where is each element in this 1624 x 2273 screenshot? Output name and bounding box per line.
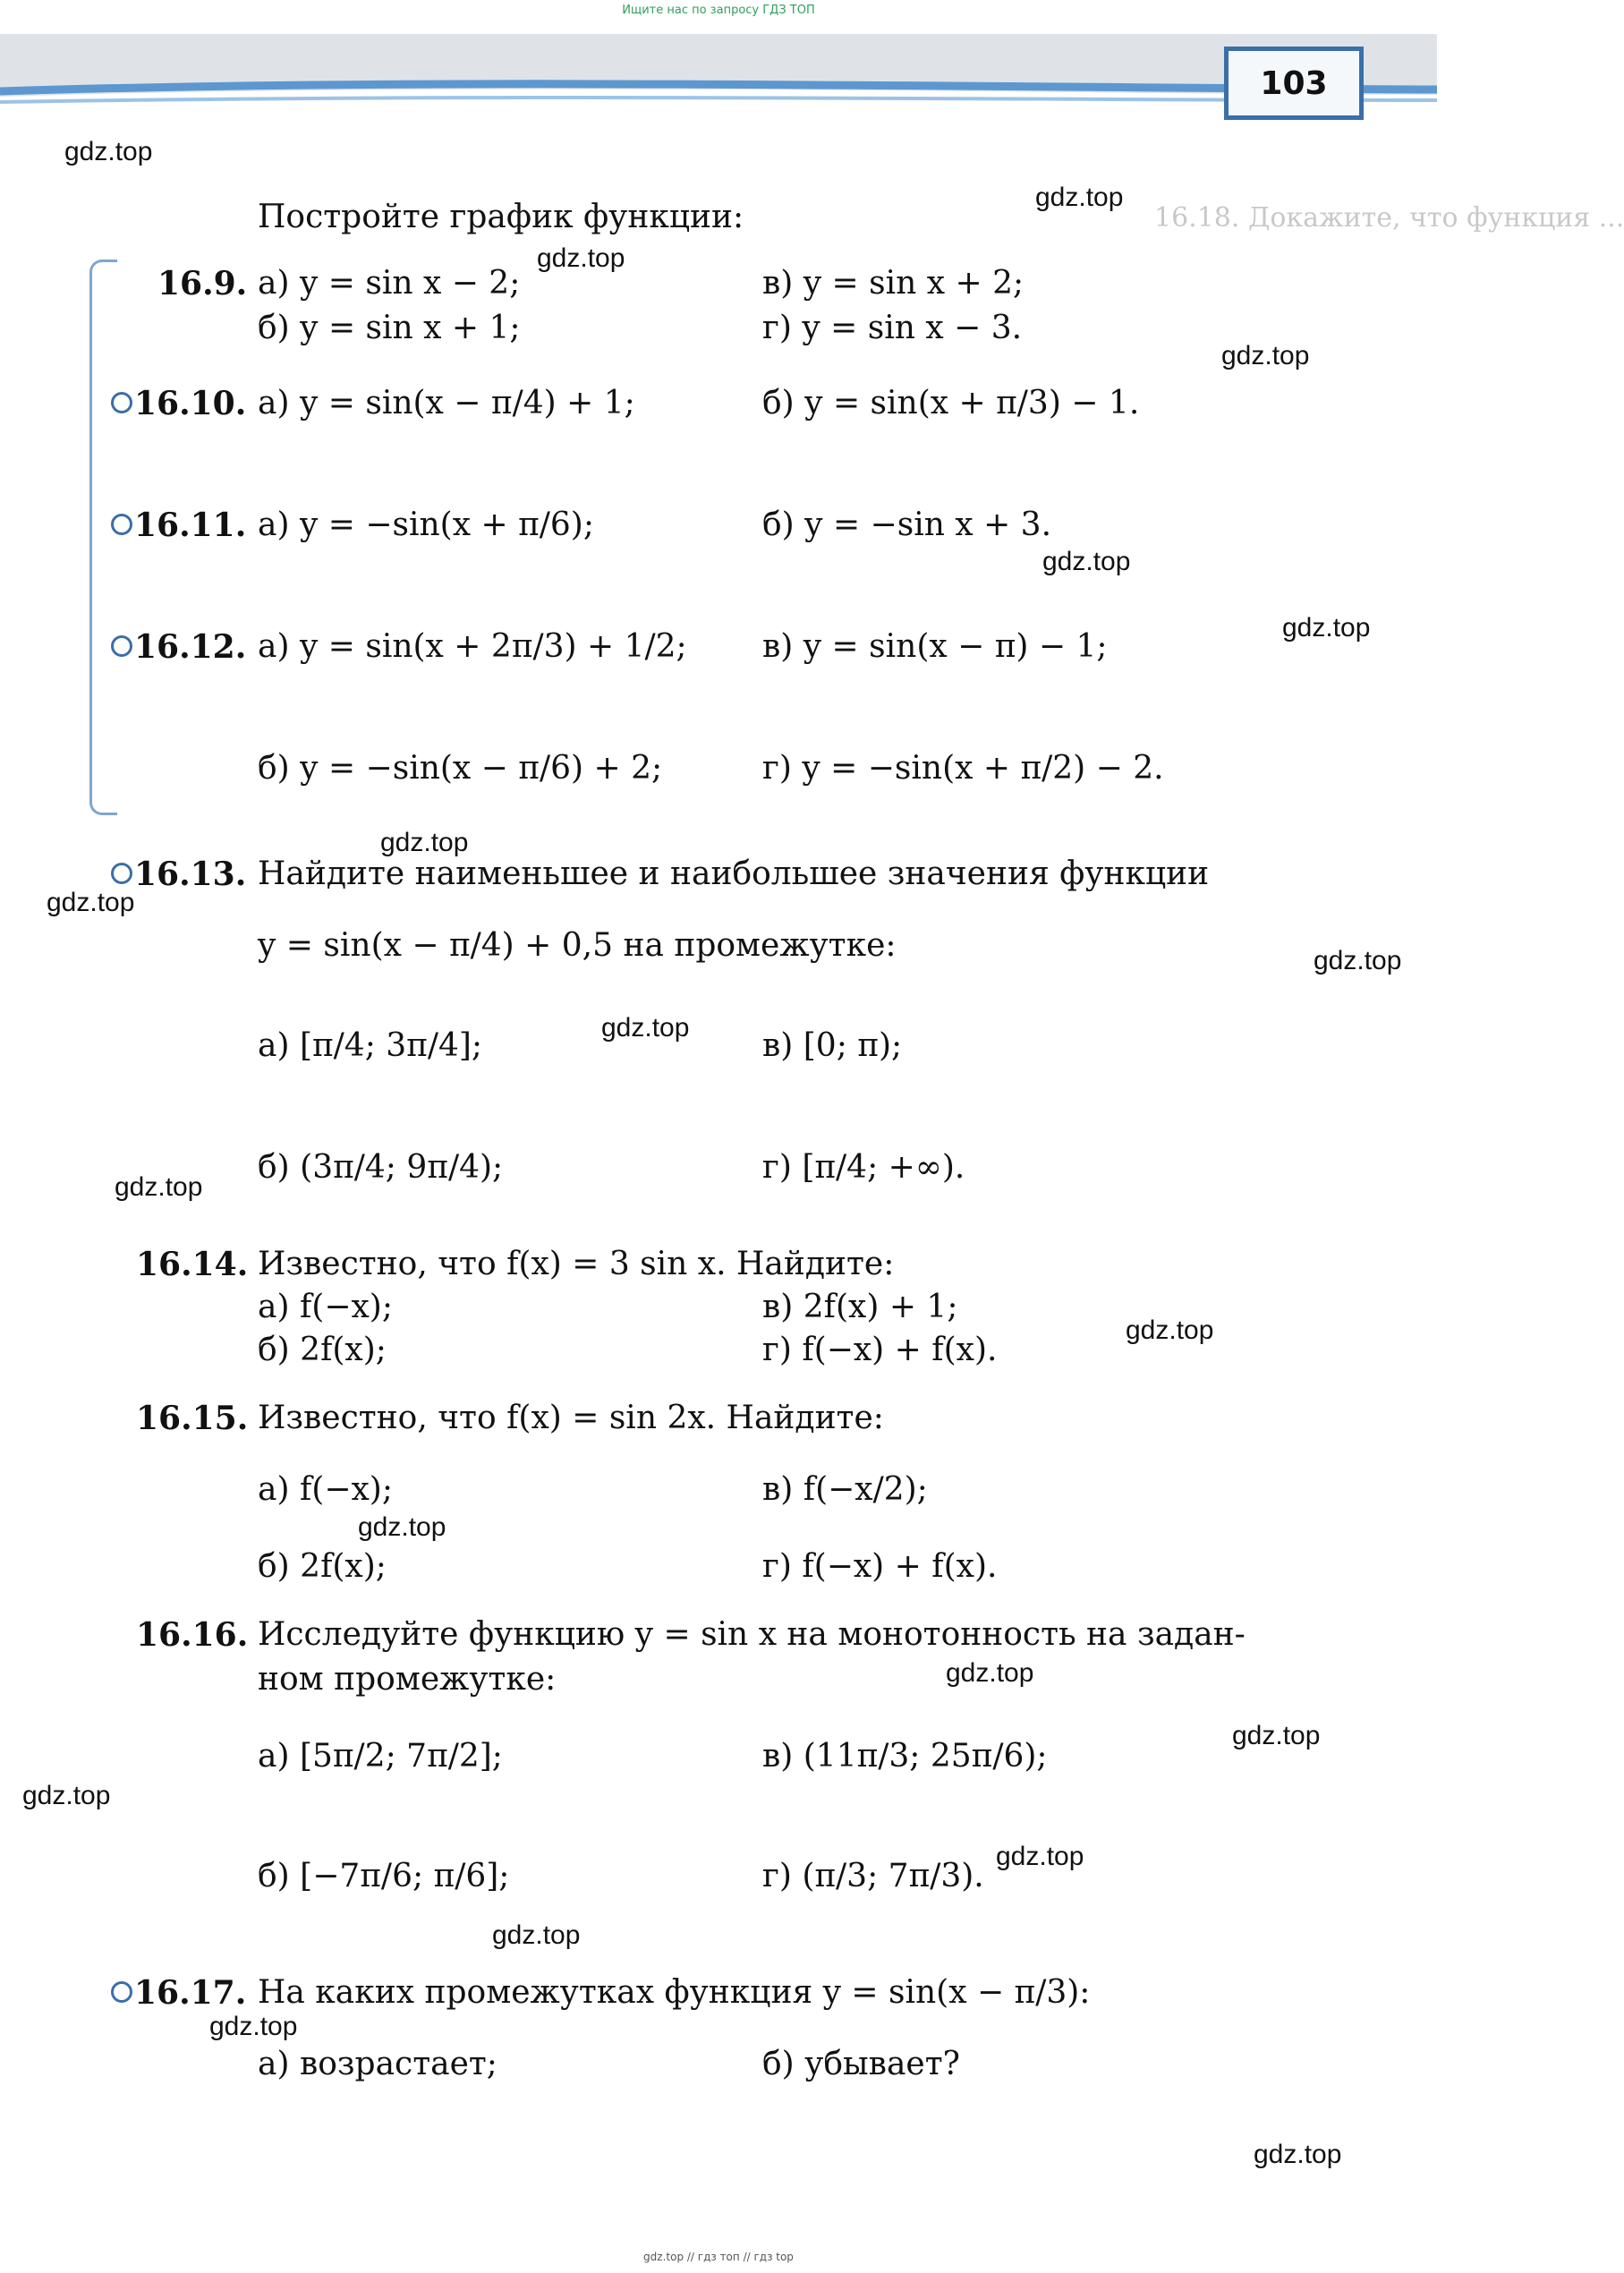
watermark-2: gdz.top xyxy=(1035,183,1124,212)
exercise-16-15-number: 16.15. xyxy=(136,1400,249,1437)
watermark-11: gdz.top xyxy=(115,1172,203,1202)
circle-marker-icon xyxy=(111,863,132,884)
watermark-12: gdz.top xyxy=(1126,1315,1214,1345)
bleed-line-1: 16.18. Докажите, что функция ... xyxy=(1154,202,1624,234)
watermark-20: gdz.top xyxy=(1254,2140,1342,2169)
exercise-16-13-number xyxy=(111,856,246,893)
intro-heading: Постройте график функции: xyxy=(258,199,744,235)
exercise-16-16-b: б) [−7π/6; π/6]; xyxy=(258,1858,510,1894)
exercise-16-13-func: y = sin(x − π/4) + 0,5 на промежутке: xyxy=(258,927,897,964)
watermark-15: gdz.top xyxy=(1232,1721,1321,1750)
exercise-16-14-b: б) 2f(x); xyxy=(258,1332,387,1368)
exercise-16-15-text: Известно, что f(x) = sin 2x. Найдите: xyxy=(258,1400,884,1436)
exercise-16-16-a: а) [5π/2; 7π/2]; xyxy=(258,1738,503,1775)
page-number: 103 xyxy=(1224,47,1364,120)
exercise-16-13-b: б) (3π/4; 9π/4); xyxy=(258,1149,504,1186)
exercise-16-13-text: Найдите наименьшее и наибольшее значения функции xyxy=(258,856,1210,892)
exercise-16-13-v: в) [0; π); xyxy=(762,1027,903,1064)
exercise-16-11-a: а) y = −sin(x + π/6); xyxy=(258,507,594,543)
exercise-16-13-a: а) [π/4; 3π/4]; xyxy=(258,1027,483,1064)
exercise-16-16-v: в) (11π/3; 25π/6); xyxy=(762,1738,1048,1775)
circle-marker-icon xyxy=(111,635,132,657)
exercise-16-10-num-text: 16.10. xyxy=(134,385,247,422)
exercise-16-11-number xyxy=(111,507,246,544)
exercise-16-10-b: б) y = sin(x + π/3) − 1. xyxy=(762,385,1140,421)
exercise-16-16-text-2: ном промежутке: xyxy=(258,1661,557,1698)
exercise-16-16-g: г) (π/3; 7π/3). xyxy=(762,1858,984,1894)
watermark-16: gdz.top xyxy=(22,1781,111,1810)
watermark-14: gdz.top xyxy=(946,1658,1034,1688)
exercise-16-9-number: 16.9. xyxy=(157,265,248,302)
exercise-16-9-v: в) y = sin x + 2; xyxy=(762,265,1025,302)
exercise-16-14-number: 16.14. xyxy=(136,1246,249,1283)
circle-marker-icon xyxy=(111,1981,132,2003)
exercise-16-9-b: б) y = sin x + 1; xyxy=(258,310,521,346)
exercise-16-17-number xyxy=(111,1974,246,2012)
watermark-9: gdz.top xyxy=(1314,946,1402,975)
watermark-6: gdz.top xyxy=(1282,613,1371,643)
exercise-16-12-a: а) y = sin(x + 2π/3) + 1/2; xyxy=(258,628,687,665)
header-band xyxy=(0,25,1437,123)
exercise-16-17-b: б) убывает? xyxy=(762,2046,960,2082)
exercise-16-15-g: г) f(−x) + f(x). xyxy=(762,1548,998,1585)
site-note-bottom: gdz.top // гдз топ // гдз top xyxy=(643,2251,794,2263)
exercise-16-9-g: г) y = sin x − 3. xyxy=(762,310,1023,346)
exercise-16-16-text-1: Исследуйте функцию y = sin x на монотонность на задан- xyxy=(258,1616,1246,1653)
watermark-10: gdz.top xyxy=(601,1013,690,1043)
watermark-5: gdz.top xyxy=(1042,547,1131,576)
exercise-16-10-number xyxy=(111,385,246,422)
watermark-17: gdz.top xyxy=(996,1842,1084,1871)
exercise-16-15-a: а) f(−x); xyxy=(258,1471,393,1508)
exercise-16-9-a: а) y = sin x − 2; xyxy=(258,265,521,302)
watermark-4: gdz.top xyxy=(1221,341,1310,370)
exercise-16-15-b: б) 2f(x); xyxy=(258,1548,387,1585)
exercise-16-17-text: На каких промежутках функция y = sin(x − π/3): xyxy=(258,1974,1091,2011)
exercise-16-12-b: б) y = −sin(x − π/6) + 2; xyxy=(258,750,663,787)
watermark-13: gdz.top xyxy=(358,1512,446,1542)
exercise-16-12-g: г) y = −sin(x + π/2) − 2. xyxy=(762,750,1164,787)
exercise-16-14-text: Известно, что f(x) = 3 sin x. Найдите: xyxy=(258,1246,895,1282)
watermark-8: gdz.top xyxy=(47,888,135,917)
watermark-18: gdz.top xyxy=(492,1920,581,1950)
exercise-16-11-num-text: 16.11. xyxy=(134,507,247,544)
exercise-16-12-number xyxy=(111,628,246,666)
watermark-1: gdz.top xyxy=(64,137,153,166)
exercise-16-17-num-text: 16.17. xyxy=(134,1974,247,2012)
watermark-19: gdz.top xyxy=(209,2012,298,2041)
watermark-7: gdz.top xyxy=(380,828,469,857)
exercise-16-13-g: г) [π/4; +∞). xyxy=(762,1149,965,1186)
exercise-16-12-num-text: 16.12. xyxy=(134,628,247,666)
exercise-16-14-v: в) 2f(x) + 1; xyxy=(762,1289,958,1325)
exercise-16-11-b: б) y = −sin x + 3. xyxy=(762,507,1052,543)
circle-marker-icon xyxy=(111,392,132,413)
exercise-16-13-num-text: 16.13. xyxy=(134,856,247,893)
exercise-16-14-a: а) f(−x); xyxy=(258,1289,393,1325)
watermark-3: gdz.top xyxy=(537,243,625,273)
exercise-16-17-a: а) возрастает; xyxy=(258,2046,497,2082)
circle-marker-icon xyxy=(111,514,132,535)
exercise-16-10-a: а) y = sin(x − π/4) + 1; xyxy=(258,385,635,421)
exercise-16-12-v: в) y = sin(x − π) − 1; xyxy=(762,628,1108,665)
exercise-16-14-g: г) f(−x) + f(x). xyxy=(762,1332,998,1368)
site-note-top: Ищите нас по запросу ГДЗ ТОП xyxy=(622,4,815,17)
exercise-16-15-v: в) f(−x/2); xyxy=(762,1471,928,1508)
exercise-16-16-number: 16.16. xyxy=(136,1616,249,1654)
